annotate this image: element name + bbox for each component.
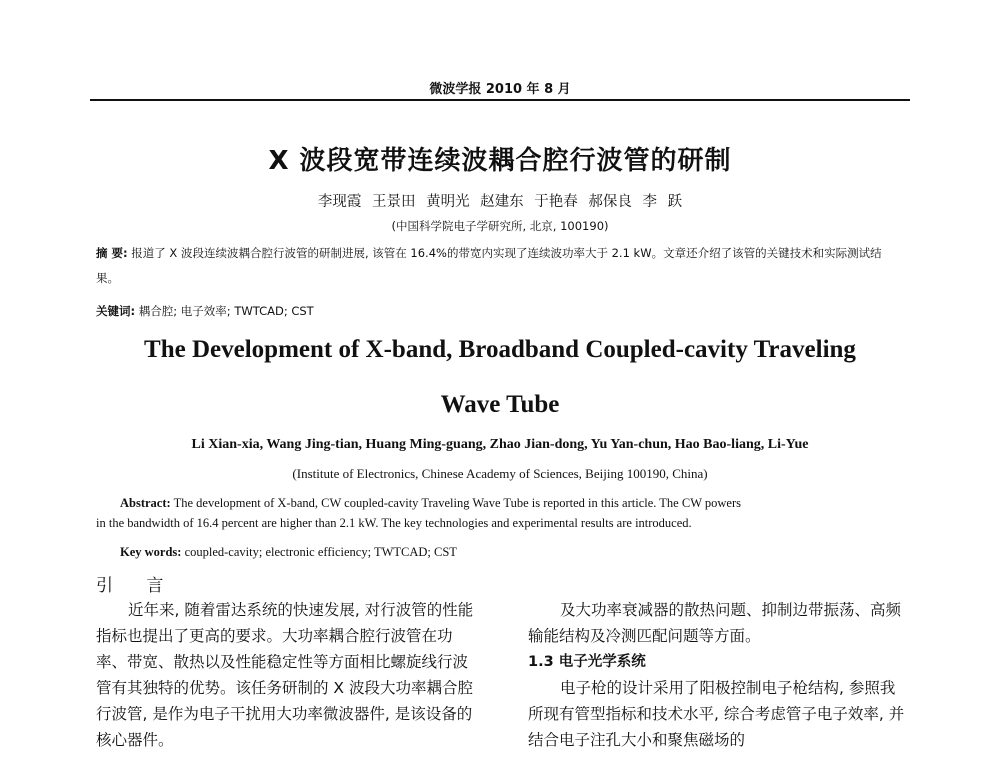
english-keywords-label: Key words: [120,545,182,559]
section-heading-introduction: 引 言 [96,576,178,596]
right-column-paragraph-1: 及大功率衰减器的散热问题、抑制边带振荡、高频输能结构及冷测匹配问题等方面。 [528,601,902,645]
right-column [528,597,908,753]
english-keywords [120,545,457,560]
left-column-paragraph: 近年来, 随着雷达系统的快速发展, 对行波管的性能指标也提出了更高的要求。大功率耦合腔行波管在功率、带宽、散热以及性能稳定性等方面相比螺旋线行波管有其独特的优势。该任务研制的 X 波段大功率耦合腔行波管, 是作为电子干扰用大功率微波器件, 是该设备的核心器件。 [96,601,474,749]
chinese-abstract [96,241,902,291]
english-abstract-line-2: in the bandwidth of 16.4 percent are higher than 2.1 kW. The key technologies and experimental results are introduced. [96,516,692,530]
english-abstract-label: Abstract: [120,496,171,510]
english-abstract-line-1 [120,490,900,516]
running-header: 微波学报 2010 年 8 月 [429,82,571,97]
chinese-keywords-text: 耦合腔; 电子效率; TWTCAD; CST [138,304,314,318]
chinese-authors: 李现霞 王景田 黄明光 赵建东 于艳春 郝保良 李 跃 [317,194,683,210]
chinese-keywords [96,303,314,319]
chinese-keywords-label: 关键词: [96,304,136,318]
english-title-line-1: The Development of X-band, Broadband Coupled-cavity Traveling [144,336,856,363]
english-affiliation: (Institute of Electronics, Chinese Academy of Sciences, Beijing 100190, China) [292,466,708,481]
english-keywords-text: coupled-cavity; electronic efficiency; TWTCAD; CST [184,545,457,559]
english-abstract-text-1: The development of X-band, CW coupled-cavity Traveling Wave Tube is reported in this article. The CW powers [173,496,741,510]
chinese-title: X 波段宽带连续波耦合腔行波管的研制 [268,146,732,176]
right-column-paragraph-2: 电子枪的设计采用了阳极控制电子枪结构, 参照我所现有管型指标和技术水平, 综合考虑管子电子效率, 并结合电子注孔大小和聚焦磁场的 [528,679,905,749]
subsection-heading-1-3: 1.3 电子光学系统 [528,654,646,670]
english-title-line-2: Wave Tube [440,391,560,418]
chinese-abstract-label: 摘 要: [96,246,128,260]
left-column [96,597,482,753]
english-authors: Li Xian-xia, Wang Jing-tian, Huang Ming-guang, Zhao Jian-dong, Yu Yan-chun, Hao Bao-liang, Li-Yue [191,437,809,452]
chinese-affiliation: (中国科学院电子学研究所, 北京, 100190) [391,219,609,233]
header-rule [90,99,910,101]
chinese-abstract-text: 报道了 X 波段连续波耦合腔行波管的研制进展, 该管在 16.4%的带宽内实现了连续波功率大于 2.1 kW。文章还介绍了该管的关键技术和实际测试结果。 [96,246,882,285]
